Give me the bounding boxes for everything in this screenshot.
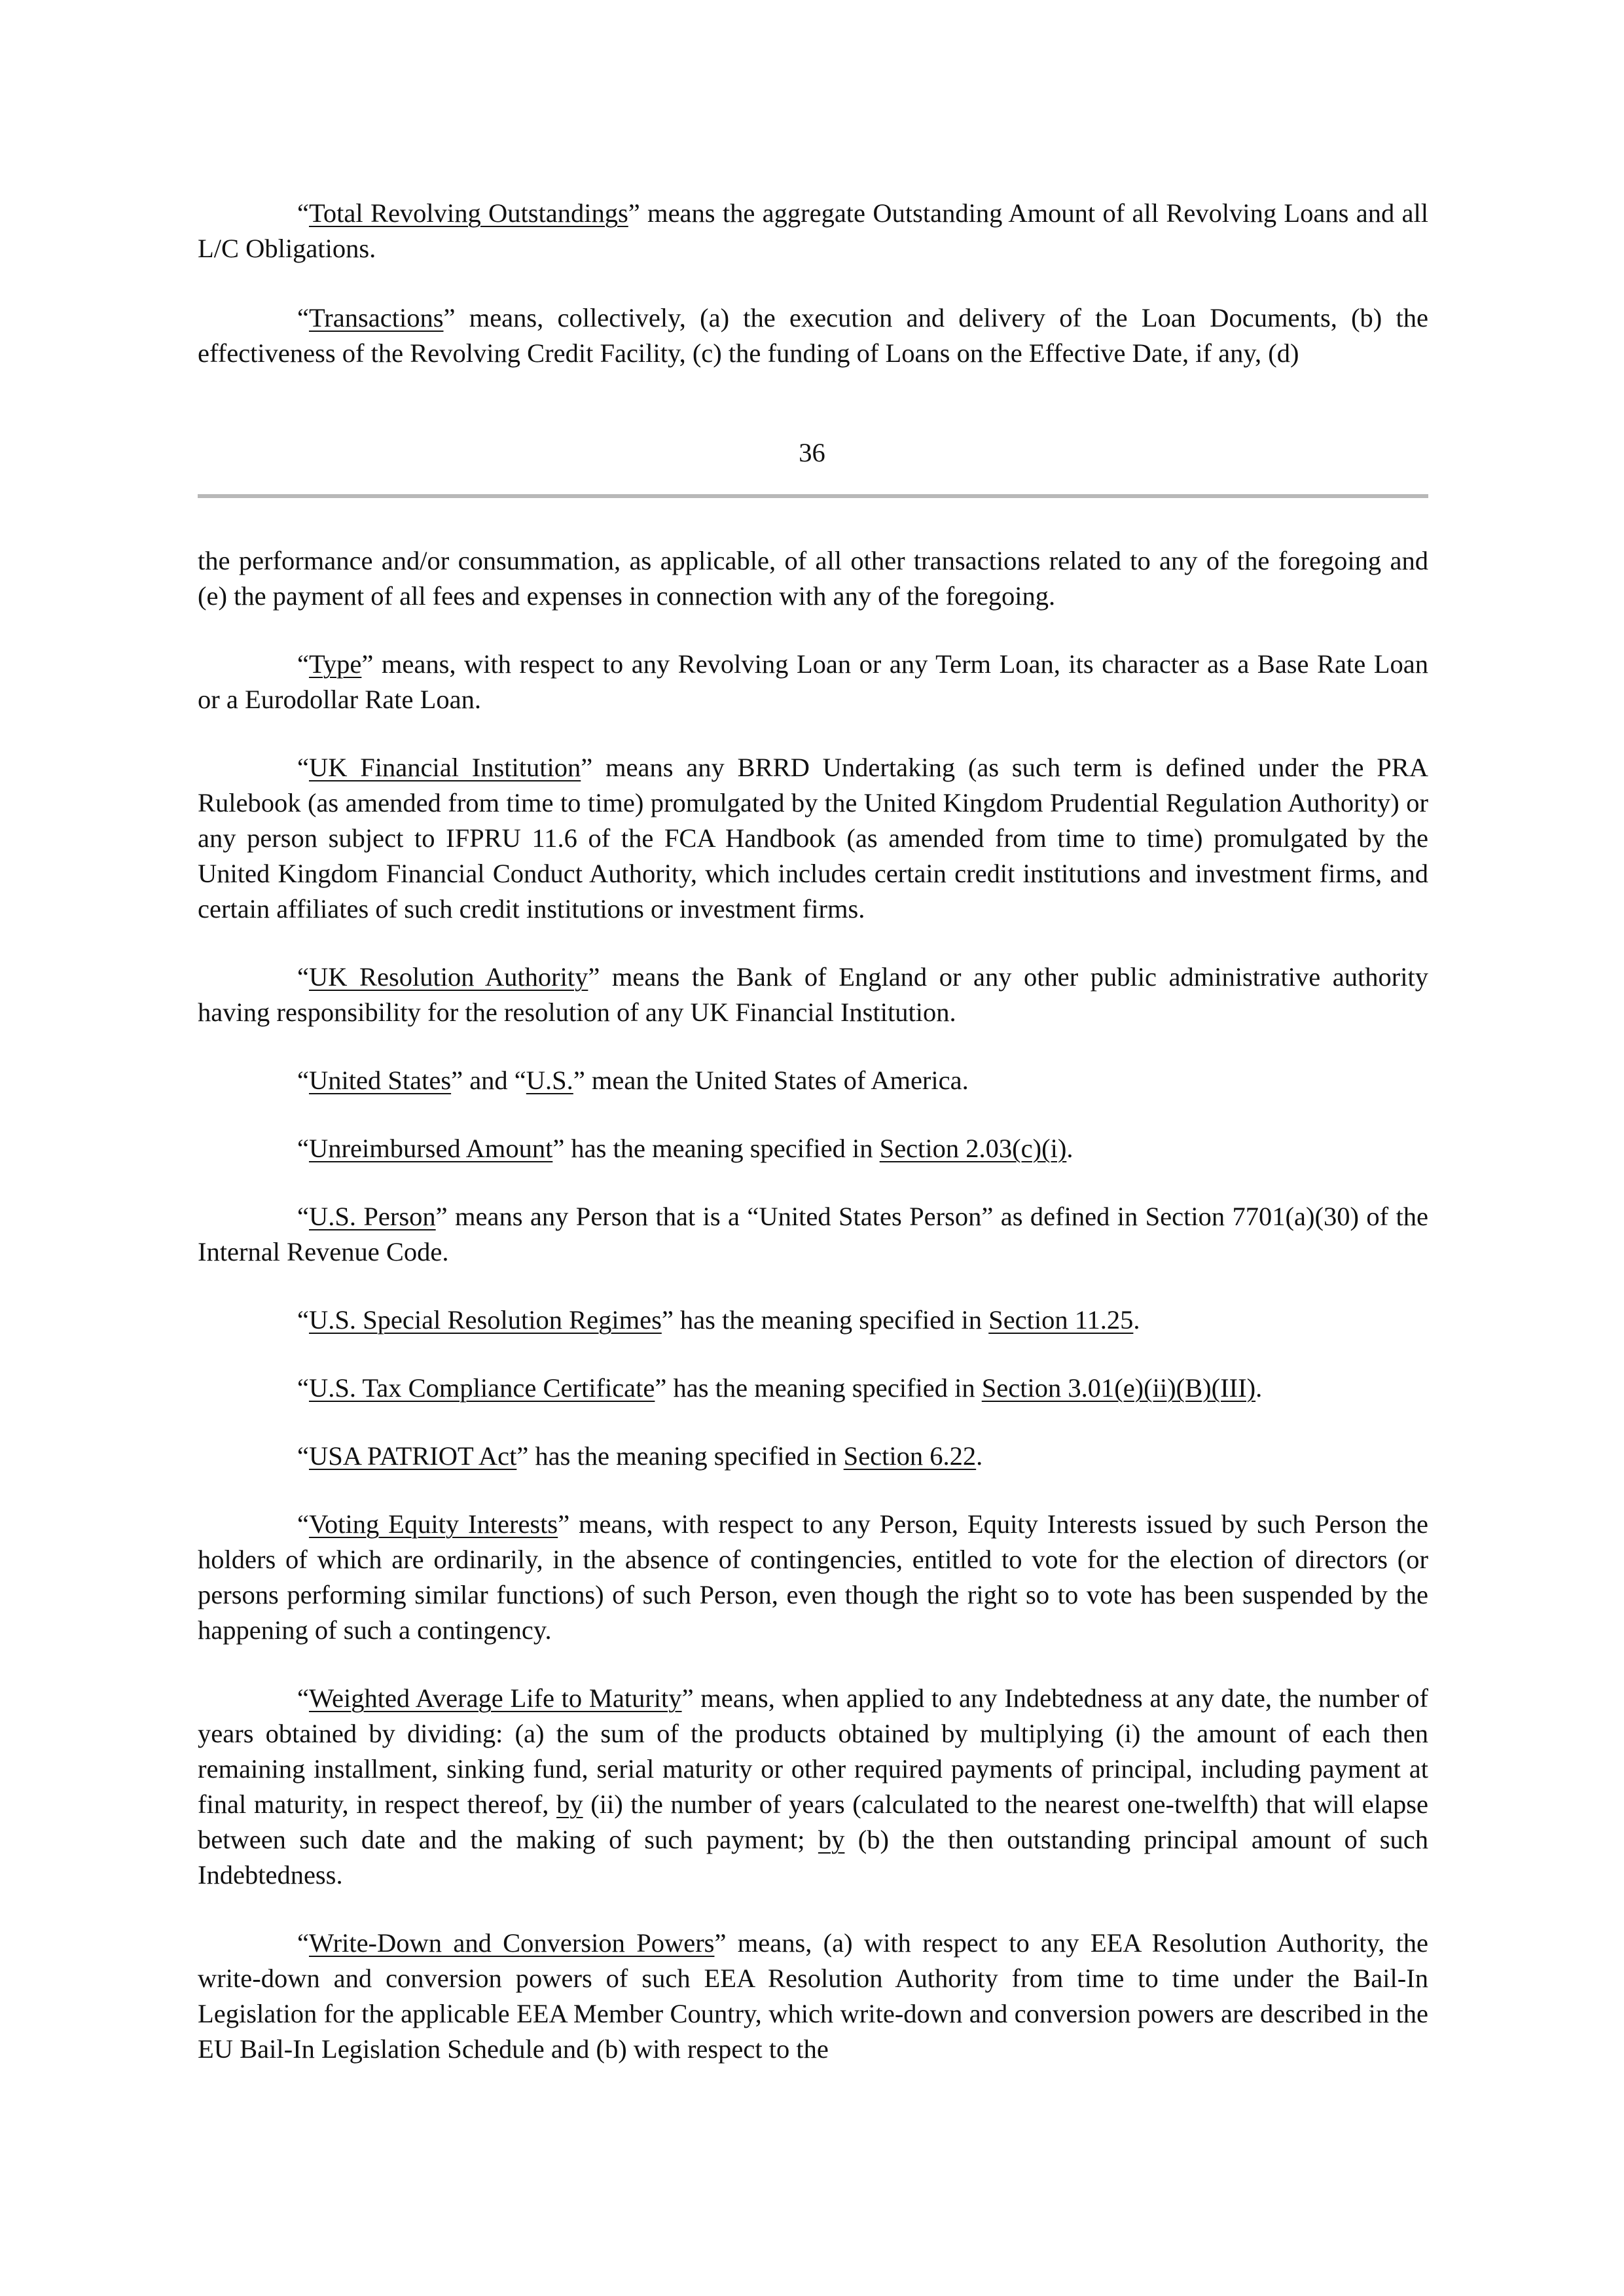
open-quote: “ [297, 198, 309, 228]
section-reference: Section 11.25 [988, 1305, 1134, 1335]
definition-us-person [198, 1199, 1428, 1270]
definition-us-tax-compliance-certificate [198, 1371, 1428, 1406]
section-reference: Section 2.03(c)(i) [879, 1134, 1067, 1163]
definition-text: ” has the meaning specified in [655, 1373, 982, 1403]
open-quote: “ [297, 303, 309, 332]
definition-us-special-resolution-regimes [198, 1302, 1428, 1338]
definition-text: ” has the meaning specified in [552, 1134, 880, 1163]
defined-term: United States [308, 1066, 452, 1095]
defined-term: Unreimbursed Amount [308, 1134, 553, 1163]
defined-term: Voting Equity Interests [308, 1509, 558, 1539]
definition-connector: ” and “ [451, 1066, 526, 1095]
page-number: 36 [799, 438, 825, 467]
definition-write-down-and-conversion-powers [198, 1926, 1428, 2067]
sentence-end: . [1133, 1305, 1140, 1335]
top-text-block [198, 196, 1428, 371]
open-quote: “ [297, 1134, 309, 1163]
definition-uk-financial-institution [198, 750, 1428, 927]
open-quote: “ [297, 1928, 309, 1958]
definition-text: ” means, (a) with respect to any EEA Resolution Authority, the write-down and conversion powers of such EEA Resolution Authority from time to time under the Bail-In Legislation for the applicable EEA Member Country, which write-down and conversion powers are described in the EU Bail-In Legislation Schedule and (b) with respect to the [198, 1928, 1429, 2064]
definition-text: ” means the aggregate Outstanding Amount of all Revolving Loans and all L/C Obligations. [198, 198, 1428, 263]
emphasized-word: by [556, 1789, 583, 1819]
defined-term: Transactions [308, 303, 444, 332]
open-quote: “ [297, 649, 309, 679]
open-quote: “ [297, 1441, 309, 1471]
defined-term: Weighted Average Life to Maturity [308, 1683, 682, 1713]
definition-text: ” mean the United States of America. [573, 1066, 969, 1095]
open-quote: “ [297, 1066, 309, 1095]
open-quote: “ [297, 1305, 309, 1335]
defined-term: U.S. Person [308, 1202, 436, 1231]
definition-text: ” has the meaning specified in [516, 1441, 844, 1471]
open-quote: “ [297, 753, 309, 782]
open-quote: “ [297, 962, 309, 992]
open-quote: “ [297, 1202, 309, 1231]
definition-text: ” means any BRRD Undertaking (as such term is defined under the PRA Rulebook (as amended from time to time) promulgated by the United Kingdom Prudential Regulation Authority) or any person subject to IFPRU 11.6 of the FCA Handbook (as amended from time to time) promulgated by the United Kingdom Financial Conduct Authority, which includes certain credit institutions and investment firms, and certain affiliates of such credit institutions or investment firms. [198, 753, 1428, 924]
defined-term: UK Financial Institution [308, 753, 581, 782]
definition-text: (ii) the number of years (calculated to the nearest one-twelfth) that will elapse between such date and the making of such payment; [198, 1789, 1429, 1854]
defined-term: U.S. [526, 1066, 573, 1095]
definition-unreimbursed-amount [198, 1131, 1428, 1166]
defined-term: U.S. Special Resolution Regimes [308, 1305, 662, 1335]
section-reference: Section 3.01(e)(ii)(B)(III) [981, 1373, 1256, 1403]
bottom-text-block [198, 543, 1428, 2067]
definition-continuation: the performance and/or consummation, as applicable, of all other transactions related to any of the foregoing and (e) the payment of all fees and expenses in connection with any of the foregoing. [198, 546, 1428, 611]
sentence-end: . [1066, 1134, 1074, 1163]
sentence-end: . [976, 1441, 983, 1471]
definition-voting-equity-interests [198, 1507, 1428, 1648]
definition-text: ” has the meaning specified in [661, 1305, 989, 1335]
defined-term: Type [308, 649, 362, 679]
defined-term: USA PATRIOT Act [308, 1441, 517, 1471]
definition-type [198, 647, 1428, 717]
definition-total-revolving-outstandings [198, 196, 1428, 266]
definition-text: ” means, with respect to any Person, Equity Interests issued by such Person the holders of which are ordinarily, in the absence of contingencies, entitled to vote for the election of directors (or persons performing similar functions) of such Person, even though the right so to vote has been suspended by the happening of such a contingency. [198, 1509, 1428, 1645]
definition-weighted-average-life-to-maturity [198, 1681, 1428, 1893]
sentence-end: . [1255, 1373, 1263, 1403]
open-quote: “ [297, 1509, 309, 1539]
definition-text: ” means the Bank of England or any other public administrative authority having responsibility for the resolution of any UK Financial Institution. [198, 962, 1428, 1027]
defined-term: UK Resolution Authority [308, 962, 588, 992]
definition-transactions [198, 300, 1428, 371]
definition-text: ” means any Person that is a “United States Person” as defined in Section 7701(a)(30) of the Internal Revenue Code. [198, 1202, 1428, 1266]
definition-text: (b) the then outstanding principal amount of such Indebtedness. [198, 1825, 1429, 1890]
defined-term: U.S. Tax Compliance Certificate [308, 1373, 655, 1403]
definition-uk-resolution-authority [198, 960, 1428, 1030]
defined-term: Total Revolving Outstandings [308, 198, 628, 228]
definition-text: ” means, when applied to any Indebtedness at any date, the number of years obtained by dividing: (a) the sum of the products obtained by multiplying (i) the amount of each then remaining installment, sinking fund, serial maturity or other required payments of principal, including payment at final maturity, in respect thereof, [198, 1683, 1429, 1819]
defined-term: Write-Down and Conversion Powers [308, 1928, 715, 1958]
definition-usa-patriot-act [198, 1439, 1428, 1474]
definition-united-states [198, 1063, 1428, 1098]
section-reference: Section 6.22 [843, 1441, 977, 1471]
open-quote: “ [297, 1683, 309, 1713]
definition-text: ” means, with respect to any Revolving Loan or any Term Loan, its character as a Base Rate Loan or a Eurodollar Rate Loan. [198, 649, 1428, 714]
open-quote: “ [297, 1373, 309, 1403]
page-divider [198, 494, 1428, 498]
emphasized-word: by [818, 1825, 845, 1854]
definition-text: ” means, collectively, (a) the execution and delivery of the Loan Documents, (b) the effectiveness of the Revolving Credit Facility, (c) the funding of Loans on the Effective Date, if any, (d) [198, 303, 1428, 368]
